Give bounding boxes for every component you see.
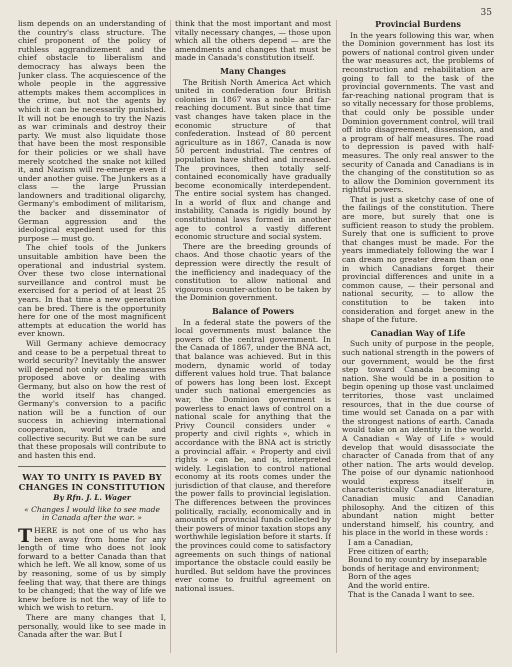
poem-line: Free citizen of earth;	[348, 546, 429, 556]
drop-cap: T	[18, 525, 33, 548]
poem-line: I am a Canadian,	[348, 538, 413, 548]
paragraph: think that the most important and most vitally necessary changes, — those upon which all the others depend — are the amendments and changes that must be made in Canada's constitution itself.	[175, 20, 331, 63]
epigraph: « Changes I would like to see made in Canada after the war. »	[24, 504, 160, 523]
section-heading: Provincial Burdens	[375, 20, 461, 29]
column-left	[18, 20, 166, 659]
column-divider	[336, 20, 337, 653]
byline: By Rfn. J. L. Wager	[53, 493, 131, 503]
article-separator	[18, 466, 166, 467]
paragraph	[18, 527, 166, 613]
poem-line: That is the Canada I want to see.	[348, 589, 475, 599]
paragraph: The chief tools of the Junkers unsuitable ambition have been the operational and industrial system. Over these two close international surveillance and control must be exercised for a period of at least 25 years. In that time a new generation can be bred. There is the opportunity here for one of the most magnificent attempts at education the world has ever known.	[18, 243, 166, 339]
paragraph-text: HERE is not one of us who has been away from home for any length of time who does not look forward to a better Canada than that which he left. We all know, some of us by reasoning, some of us by simply feeling that way, that there are things to be changed; that the way of life we knew before is not the way of life to which we wish to return.	[18, 526, 166, 613]
paragraph: There are many changes that I, personally, would like to see made in Canada after the war. But I	[18, 613, 166, 640]
poem-line: Born of the ages	[348, 572, 412, 582]
poem-line: Bound to my country by inseparable bonds of heritage and environment;	[342, 555, 487, 573]
paragraph: In a federal state the powers of the local governments must balance the powers of the central government. In the Canada of 1867, under the BNA act, that balance was achieved. But in this modern, dynamic world of today different values hold true. That balance of powers has long been lost. Except under such national emergencies as war, the Dominion government is powerless to enact laws of control on a national scale for anything that the Privy Council considers under « property and civil rights », which in accordance with the BNA act is strictly a provincial affair. « Property and civil rights » can be, and is, interpreted widely. Legislation to control national economy at its roots comes under the jurisdiction of that clause, and therefore the power falls to provincial legislation. The differences between the provinces politically, racially, economically and in amounts of provincial funds collected by their powers of minor taxation stops any worthwhile legislation before it starts. If the provinces could come to satisfactory agreements on such things of national importance the obstacle could easily be hurdled. But seldom have the provinces ever come to fruitful agreement on national issues.	[175, 317, 331, 593]
column-right	[342, 20, 494, 659]
column-middle	[175, 20, 331, 659]
paragraph: The British North America Act which united in confederation four British colonies in 1867 was a noble and far-reaching document. But since that time vast changes have taken place in the economic structure of that confederation. Instead of 80 percent agriculture as in 1867, Canada is now 50 percent industrial. The centres of population have shifted and increased. The provinces, then totally self-contained economically have gradually become economically interdependent. The entire social system has changed. In a world of flux and change and instability, Canada is rigidly bound by constitutional laws formed in another age to control a vastly different economic structure and social system.	[175, 77, 331, 242]
column-divider	[170, 20, 171, 653]
section-heading: Balance of Powers	[211, 306, 295, 316]
poem-line: And the world entire.	[348, 581, 430, 590]
section-heading: Many Changes	[220, 65, 286, 76]
article-title: WAY TO UNITY IS PAVED BY CHANGES IN CONSTITUTION	[18, 472, 166, 493]
section-heading: Canadian Way of Life	[370, 327, 466, 338]
paragraph: That is just a sketchy case of one of the failings of the constitution. There are more, but surely that one is sufficient reason to study the problem. Surely that one is sufficient to prove that changes must be made. For the years immediately following the war I can dream no greater dream than one in which Canadians forget their provincial differences and unite in a common cause, — their personal and national security, — to allow the constitution to be taken into consideration and forget anew in the shape of the future.	[342, 194, 494, 325]
paragraph: Such unity of purpose in the people, such national strength in the powers of our government, would be the first step toward Canada becoming a nation. She would be in a position to begin opening up those vast unclaimed territories, those vast unclaimed resources, that in the due course of time would set Canada on a par with the strongest nations of earth. Canada would take on an identity in the world. A Canadian « Way of Life » would develop that would disassociate the character of Canada from that of any other nation. The arts would develop. The poise of our dynamic nationhood would express itself in characteristically Canadian literature, Canadian music and Canadian philosophy. And the citizen of this abundant nation might better understand himself, his country, and his place in the world in these words :	[342, 339, 494, 538]
page-number: 35	[480, 8, 492, 18]
paragraph: In the years following this war, when the Dominion government has lost its powers of national control given under the war measures act, the problems of reconstruction and rehabilitation are going to fall to the task of the provincial governments. The vast and far-reaching national program that is so vitally necessary for those problems, that could only be possible under Dominion government control, will trail off into disagreement, dissension, and a program of half measures. The road to depression is paved with half-measures. The only real answer to the security of Canada and Canadians is in the changing of the constitution so as to allow the Dominion government its rightful powers.	[342, 30, 494, 195]
paragraph: Will Germany achieve democracy and cease to be a perpetual threat to world security? Inevitably the answer will depend not only on the measures proposed above or dealing with Germany, but also on how the rest of the world itself has changed. Germany's conversion to a pacific nation will be a function of our success in achieving international cooperation, world trade and collective security. But we can be sure that these proposals will contribute to and hasten this end.	[18, 338, 166, 460]
paragraph: lism depends on an understanding of the country's class structure. The chief proponent of the policy of ruthless aggrandizement and the chief obstacle to liberalism and democracy has always been the Junker class. The acquiescence of the whole people in the aggressive attempts makes them accomplices in the crime, but not the agents by which it can be necessarily punished. It will not be enough to try the Nazis as war criminals and destroy their party. We must also liquidate those that have been the most responsible for their policies or we shall have merely scotched the snake not killed it, and Nazism will re-emerge even if under another guise. The Junkers as a class — the large Prussian landowners and traditional oligarchy, Germany's embodiment of militarism, the backer and disseminator of German aggression and the ideological expedient used for this purpose — must go.	[18, 20, 166, 243]
paragraph: There are the breeding grounds of chaos. And those chaotic years of the depression were directly the result of the inefficiency and inadequacy of the constitution to allow national and vigourous counter-action to be taken by the Dominion government.	[175, 241, 331, 303]
